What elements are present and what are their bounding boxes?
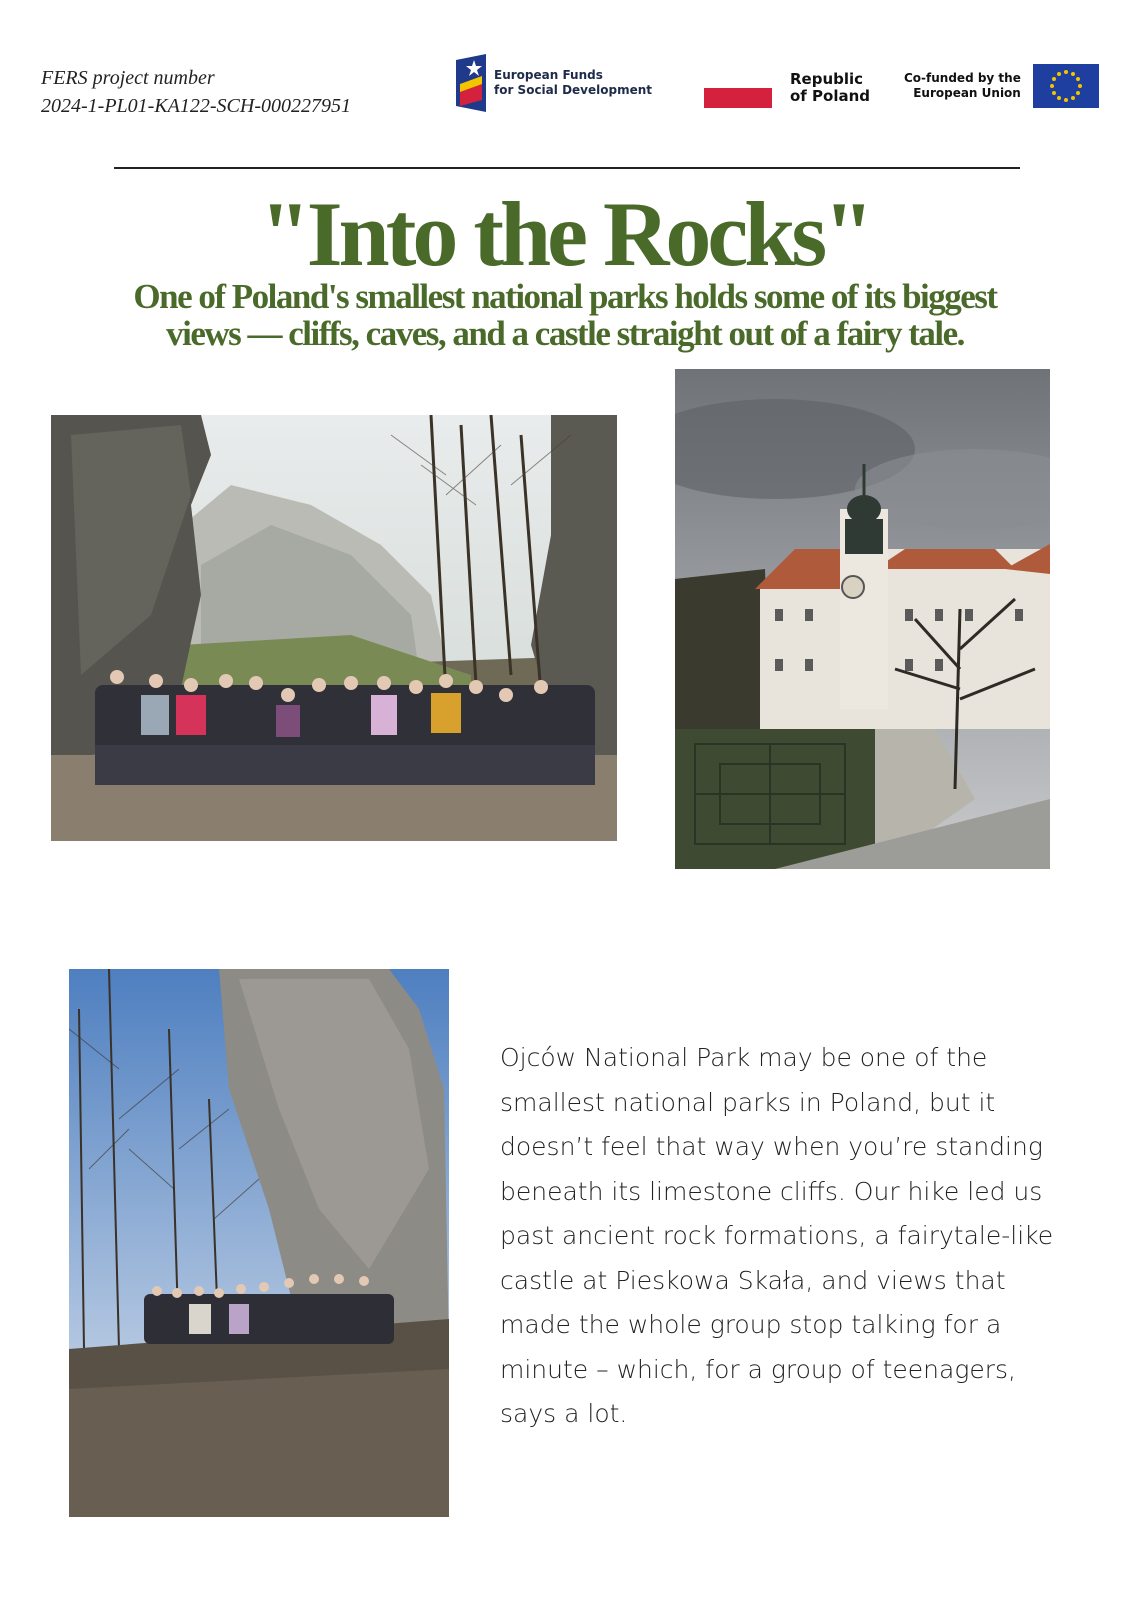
eu-flag-icon <box>1033 64 1099 108</box>
eu-cofunded-logo <box>904 64 1099 108</box>
photo-group-rock-pillar <box>69 969 449 1517</box>
photo-group-gorge <box>51 415 617 841</box>
european-funds-star-icon <box>456 54 486 112</box>
article-body: Ojców National Park may be one of the smallest national parks in Poland, but it doesn’t feel that way when you’re standing beneath its limestone cliffs. Our hike led us past ancient rock formations, a fairytale-like castle at Pieskowa Skała, and views that made the whole group stop talking for a minute – which, for a group of teenagers, says a lot. <box>500 1043 1054 1428</box>
article-title: "Into the Rocks" <box>259 183 871 285</box>
eu-line2: European Union <box>913 86 1021 100</box>
project-number: 2024-1-PL01-KA122-SCH-000227951 <box>41 95 351 117</box>
european-funds-line2: for Social Development <box>494 83 652 97</box>
european-funds-line1: European Funds <box>494 68 603 82</box>
header-divider <box>114 167 1020 169</box>
article-subtitle: One of Poland's smallest national parks holds some of its biggest views — cliffs, caves, and a castle straight out of a fairy tale. <box>133 277 997 353</box>
eu-line1: Co-funded by the <box>904 71 1021 85</box>
polish-flag-icon <box>704 68 772 108</box>
project-info <box>41 64 351 120</box>
republic-line1: Republic <box>790 70 864 88</box>
photo-castle <box>675 369 1050 869</box>
european-funds-logo <box>456 54 652 112</box>
republic-line2: of Poland <box>790 87 871 105</box>
republic-of-poland-logo <box>704 68 870 108</box>
project-label: FERS project number <box>41 67 215 89</box>
